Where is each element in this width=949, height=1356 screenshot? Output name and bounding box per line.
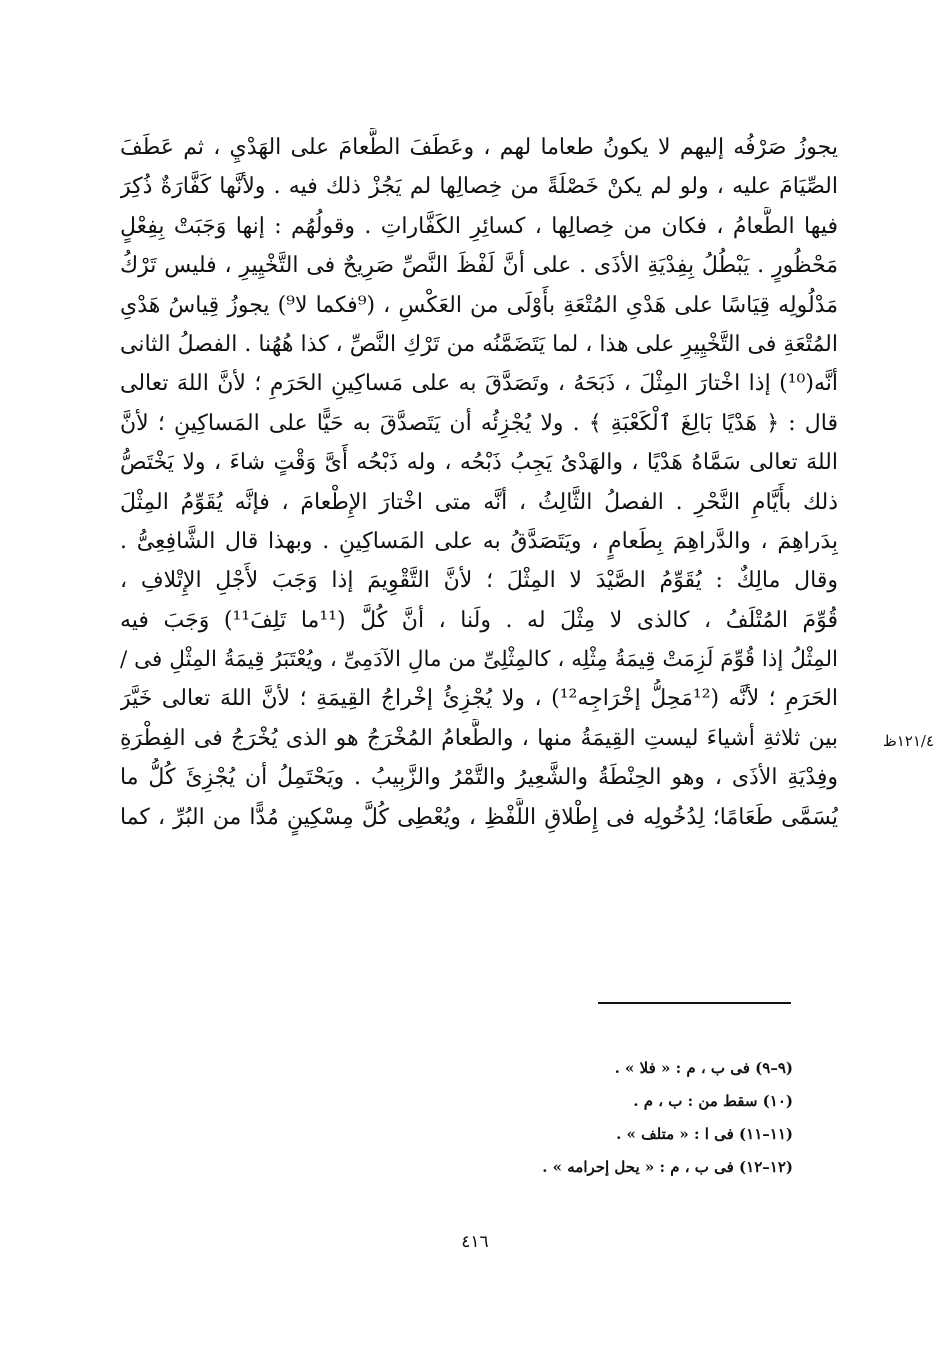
text-line: الحَرَمِ ؛ لأنَّه (¹²مَحِلُّ إخْرَاجِه¹²) ، ولا يُجْزِئُ إخْراجُ القِيمَةِ ؛ لأنَّ اللهَ تعالى خَيَّرَ bbox=[120, 686, 838, 712]
footnote: (١٢–١٢) فى ب ، م : « يحل إحرامه » . bbox=[542, 1158, 793, 1176]
footnotes bbox=[373, 1052, 793, 1184]
text-line: المِثْلُ إذا قُوِّمَ لَزِمَتْ قِيمَةُ مِثْلِه ، كالمِثْلِىِّ من مالِ الآدَمِىِّ ، ويُعْتَبَرُ قِيمَةُ المِثْلِ فى / bbox=[120, 647, 838, 673]
text-line: الصِّيَامَ عليه ، ولو لم يكنْ خَصْلَةً من خِصالِها لم يَجُزْ ذلك فيه . ولأنَّها كَفَّارَةٌ ذُكِرَ bbox=[120, 174, 838, 200]
text-line: وقال مالِكٌ : يُقَوِّمُ الصَّيْدَ لا المِثْلَ ؛ لأنَّ التَّقْوِيمَ إذا وَجَبَ لأَجْلِ الإِتْلافِ ، bbox=[120, 568, 838, 594]
footnote-divider bbox=[598, 1002, 791, 1004]
footnote: (٩–٩) فى ب ، م : « فلا » . bbox=[614, 1059, 793, 1077]
text-line: أنَّه(¹⁰) إذا اخْتارَ المِثْلَ ، ذَبَحَهُ ، وتَصَدَّقَ به على مَساكِينِ الحَرَمِ ؛ لأنَّ اللهَ تعالى bbox=[120, 371, 838, 397]
text-line: وفِدْيَةِ الأذَى ، وهو الحِنْطَةُ والشَّعِيرُ والتَّمْرُ والزَّبِيبُ . ويَحْتَمِلُ أن يُجْزِئَ كُلُّ ما bbox=[120, 765, 838, 791]
text-line: مَحْظُورٍ . يَبْطُلُ بِفِدْيَةِ الأذَى . على أنَّ لَفْظَ النَّصِّ صَرِيحٌ فى التَّخْيِيرِ ، فليس تَرْكُ bbox=[120, 253, 838, 279]
text-line: المُتْعَةِ فى التَّخْيِيرِ على هذا ، لما يَتَضَمَّنُه من تَرْكِ النَّصِّ ، كذا هُهُنا . الفصلُ الثانى bbox=[120, 331, 838, 357]
text-line: قال : ﴿ هَدْيًا بَالِغَ ٱلْكَعْبَةِ ﴾ . ولا يُجْزِئُه أن يَتَصدَّقَ به حَيًّا على المَساكِينِ ؛ لأنَّ bbox=[120, 410, 838, 436]
text-line: ذلك بأَيَّامِ النَّحْرِ . الفصلُ الثَّالِثُ ، أنَّه متى اخْتارَ الإِطْعامَ ، فإنَّه يُقَوِّمُ المِثْلَ bbox=[120, 489, 838, 515]
text-line: اللهَ تعالى سَمَّاهُ هَدْيًا ، والهَدْىُ يَجِبُ ذَبْحُه ، وله ذَبْحُه أَىَّ وَقْتٍ شاءَ ، ولا يَخْتَصُّ bbox=[120, 450, 838, 476]
margin-manuscript-reference: ١٢١/٤ظ bbox=[882, 732, 934, 750]
footnote: (١٠) سقط من : ب ، م . bbox=[633, 1092, 793, 1110]
text-line: يجوزُ صَرْفُه إليهم لا يكونُ طعاما لهم ، وعَطَفَ الطَّعامَ على الهَدْيِ ، ثم عَطَفَ bbox=[120, 135, 838, 160]
text-line: قُوِّمَ المُتْلَفُ ، كالذى لا مِثْلَ له . ولَنا ، أنَّ كُلَّ (¹¹ما تَلِفَ¹¹) وَجَبَ فيه bbox=[120, 607, 838, 633]
text-line: بِدَراهِمَ ، والدَّراهِمَ بِطَعامٍ ، ويَتَصَدَّقُ به على المَساكِينِ . وبهذا قال الشَّافِعِىُّ . bbox=[120, 528, 838, 554]
text-line: يُسَمَّى طَعَامًا؛ لِدُخُولِه فى إِطْلاقِ اللَّفْظِ ، ويُعْطِى كُلَّ مِسْكِينٍ مُدًّا من البُرِّ ، كما bbox=[120, 804, 838, 830]
text-line: بين ثلاثةِ أشياءَ ليستِ القِيمَةُ منها ، والطَّعامُ المُخْرَجُ هو الذى يُخْرَجُ فى الفِطْرَةِ bbox=[120, 725, 838, 751]
main-text bbox=[120, 128, 838, 837]
page-number: ٤١٦ bbox=[461, 1232, 489, 1252]
footnote: (١١–١١) فى ا : « متلف » . bbox=[616, 1125, 793, 1143]
text-line: فيها الطَّعامُ ، فكان من خِصالِها ، كسائِرِ الكَفَّاراتِ . وقولُهُم : إنها وَجَبَتْ بِفِعْلٍ bbox=[120, 213, 838, 239]
text-line: مَدْلُولِه قِيَاسًا على هَدْىِ المُتْعَةِ بأَوْلَى من العَكْسِ ، (⁹فكما لا⁹) يجوزُ قِياسُ هَدْىِ bbox=[120, 292, 838, 318]
